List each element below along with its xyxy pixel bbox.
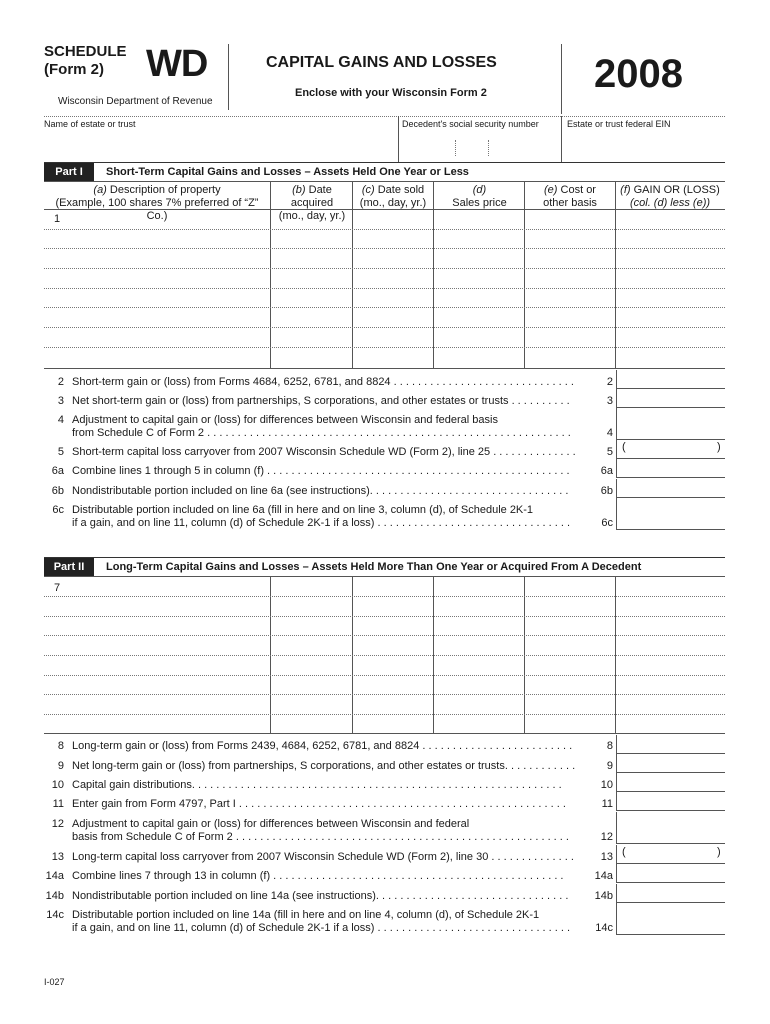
line-9-label: Net long-term gain or (loss) from partnerships, S corporations, and other estates or trusts. . . . . . . . . . . . [72, 760, 576, 772]
p1-row-rule [44, 268, 725, 269]
line-6a-number: 6a [51, 465, 64, 477]
line-14c-label: Distributable portion included on line 14a (fill in here and on line 4, column (d), of Schedule 2K-1 [72, 909, 540, 921]
p2-row-rule [44, 596, 725, 597]
p1-col-e-line [524, 181, 525, 368]
line-7-number: 7 [54, 582, 61, 594]
p1-row-rule [44, 288, 725, 289]
line-14a-number: 14a [45, 870, 64, 882]
col-a-header: (a) Description of property (Example, 100 shares 7% preferred of “Z” Co.) [55, 184, 259, 222]
p1-row-rule [44, 229, 725, 230]
p1-row-rule [44, 307, 725, 308]
p1-grid-bottom [44, 368, 725, 369]
ssn-input[interactable] [400, 132, 558, 160]
p1-row-rule [44, 347, 725, 348]
line-3-input[interactable] [616, 389, 725, 408]
line-12-label: Adjustment to capital gain or (loss) for differences between Wisconsin and federal [72, 818, 470, 830]
line-11-label: Enter gain from Form 4797, Part I . . . . . . . . . . . . . . . . . . . . . . . . . . . . . . . . . . . . . . . . . . . . . . . . . . . . . . [72, 798, 566, 810]
line-2-number: 2 [57, 376, 64, 388]
line-10-label: Capital gain distributions. . . . . . . . . . . . . . . . . . . . . . . . . . . . . . . . . . . . . . . . . . . . . . . . . . . . . . . . . . . . . [72, 779, 562, 791]
line-14b-label: Nondistributable portion included on line 14a (see instructions). . . . . . . . . . . . . . . . . . . . . . . . . . . . . . . . [72, 890, 569, 902]
line-6a-input[interactable] [616, 459, 725, 478]
ssn-divider [398, 116, 399, 162]
line-6c-label: Distributable portion included on line 6a (fill in here and on line 3, column (d), of Schedule 2K-1 [72, 504, 534, 516]
line-8-number: 8 [57, 740, 64, 752]
col-d-header: (d) Sales price [452, 184, 507, 209]
ssn-separator-2 [488, 140, 489, 156]
part2-title: Long-Term Capital Gains and Losses – Assets Held More Than One Year or Acquired From A Decedent [106, 561, 642, 573]
line-14a-input[interactable] [616, 864, 725, 883]
line-10-input[interactable] [616, 773, 725, 792]
p2-grid-bottom [44, 733, 725, 734]
line-11-ref: 11 [601, 798, 613, 810]
line-2-input[interactable] [616, 370, 725, 389]
part1-title-rule [44, 181, 725, 182]
form-label: (Form 2) [44, 61, 104, 78]
line-6b-label: Nondistributable portion included on line 6a (see instructions). . . . . . . . . . . . . . . . . . . . . . . . . . . . . . . . . [72, 485, 569, 497]
line-3-ref: 3 [606, 395, 613, 407]
p2-row-rule [44, 635, 725, 636]
line-3-label: Net short-term gain or (loss) from partnerships, S corporations, and other estates or trusts . . . . . . . . . . [72, 395, 570, 407]
header-divider-right [561, 44, 562, 114]
line-5-paren-close: ) [717, 441, 721, 453]
col-c-header: (c) Date sold (mo., day, yr.) [359, 184, 427, 209]
line-11-input[interactable] [616, 792, 725, 811]
line-13-paren-close: ) [717, 846, 721, 858]
p1-col-c-line [352, 181, 353, 368]
line-5-paren-open: ( [622, 441, 626, 453]
p2-row-rule [44, 616, 725, 617]
line-4-ref: 4 [606, 427, 613, 439]
line-6c-input[interactable] [616, 498, 725, 530]
line-6c-number: 6c [52, 504, 64, 516]
tax-year: 2008 [594, 52, 683, 96]
part2-title-rule [44, 576, 725, 577]
ssn-separator-1 [455, 140, 456, 156]
line-4-label-cont: from Schedule C of Form 2 . . . . . . . . . . . . . . . . . . . . . . . . . . . . . . . . . . . . . . . . . . . . . . . . . . . . . . . . . . . . [72, 427, 571, 439]
line-12-input[interactable] [616, 812, 725, 844]
line-5-ref: 5 [606, 446, 613, 458]
p1-col-d-line [433, 181, 434, 368]
part1-top-rule [44, 162, 725, 163]
line-13-paren-open: ( [622, 846, 626, 858]
part2-top-rule [44, 557, 725, 558]
part2-label: Part II [44, 558, 94, 576]
line-4-label: Adjustment to capital gain or (loss) for differences between Wisconsin and federal basis [72, 414, 498, 426]
line-6c-ref: 6c [601, 517, 613, 529]
line-2-label: Short-term gain or (loss) from Forms 4684, 6252, 6781, and 8824 . . . . . . . . . . . . . . . . . . . . . . . . . . . . . . [72, 376, 574, 388]
line-6c-label-cont: if a gain, and on line 11, column (d) of Schedule 2K-1 if a loss) . . . . . . . . . . . . . . . . . . . . . . . . . . . . . . . . [72, 517, 571, 529]
line-13-number: 13 [51, 851, 64, 863]
form-title: CAPITAL GAINS AND LOSSES [266, 54, 497, 71]
header-bottom-rule [44, 116, 725, 117]
part1-title: Short-Term Capital Gains and Losses – Assets Held One Year or Less [106, 166, 469, 178]
line-14a-ref: 14a [594, 870, 613, 882]
line-9-ref: 9 [606, 760, 613, 772]
line-6b-ref: 6b [600, 485, 613, 497]
department-name: Wisconsin Department of Revenue [58, 96, 213, 107]
line-14c-input[interactable] [616, 903, 725, 935]
line-12-number: 12 [51, 818, 64, 830]
line-13-label: Long-term capital loss carryover from 2007 Wisconsin Schedule WD (Form 2), line 30 . . . . . . . . . . . . . . [72, 851, 574, 863]
line-14b-input[interactable] [616, 884, 725, 903]
ssn-label: Decedent's social security number [402, 119, 539, 129]
line-6a-label: Combine lines 1 through 5 in column (f) . . . . . . . . . . . . . . . . . . . . . . . . . . . . . . . . . . . . . . . . . . . . . . . . . . [72, 465, 570, 477]
p2-row-rule [44, 655, 725, 656]
line-12-label-cont: basis from Schedule C of Form 2 . . . . . . . . . . . . . . . . . . . . . . . . . . . . . . . . . . . . . . . . . . . . . . . . . . . . . . . [72, 831, 569, 843]
p1-col-f-line [615, 181, 616, 368]
ein-divider [561, 116, 562, 162]
col-e-header: (e) Cost or other basis [543, 184, 597, 209]
enclose-note: Enclose with your Wisconsin Form 2 [295, 87, 487, 99]
line-5-input[interactable] [616, 440, 725, 459]
p1-row-rule [44, 248, 725, 249]
part1-col-header-rule [44, 209, 725, 210]
line-4-number: 4 [57, 414, 64, 426]
line-10-number: 10 [51, 779, 64, 791]
form-code: I-027 [44, 977, 65, 987]
line-1-number: 1 [54, 213, 61, 225]
line-9-input[interactable] [616, 754, 725, 773]
line-4-input[interactable] [616, 408, 725, 440]
col-f-header: (f) GAIN OR (LOSS) (col. (d) less (e)) [620, 184, 720, 209]
line-13-ref: 13 [600, 851, 613, 863]
line-5-number: 5 [57, 446, 64, 458]
line-6b-number: 6b [51, 485, 64, 497]
line-13-input[interactable] [616, 845, 725, 864]
line-8-input[interactable] [616, 735, 725, 754]
line-8-label: Long-term gain or (loss) from Forms 2439, 4684, 6252, 6781, and 8824 . . . . . . . . . . . . . . . . . . . . . . . . . [72, 740, 573, 752]
line-11-number: 11 [52, 798, 64, 810]
p1-col-b-line [270, 181, 271, 368]
line-14a-label: Combine lines 7 through 13 in column (f) . . . . . . . . . . . . . . . . . . . . . . . . . . . . . . . . . . . . . . . . . . . . . . . . [72, 870, 564, 882]
line-8-ref: 8 [606, 740, 613, 752]
line-14c-number: 14c [46, 909, 64, 921]
col-b-header: (b) Date acquired (mo., day, yr.) [278, 184, 346, 222]
line-2-ref: 2 [606, 376, 613, 388]
estate-name-label: Name of estate or trust [44, 119, 136, 129]
line-6b-input[interactable] [616, 479, 725, 498]
header-divider-left [228, 44, 229, 110]
ein-label: Estate or trust federal EIN [567, 119, 671, 129]
line-5-label: Short-term capital loss carryover from 2007 Wisconsin Schedule WD (Form 2), line 25 . . . . . . . . . . . . . . [72, 446, 576, 458]
p1-row-rule [44, 327, 725, 328]
schedule-label: SCHEDULE [44, 43, 127, 60]
p2-row-rule [44, 714, 725, 715]
p2-row-rule [44, 694, 725, 695]
line-14b-number: 14b [45, 890, 64, 902]
ein-input[interactable] [563, 132, 723, 160]
p2-row-rule [44, 675, 725, 676]
line-9-number: 9 [57, 760, 64, 772]
part1-label: Part I [44, 163, 94, 181]
line-6a-ref: 6a [600, 465, 613, 477]
line-14c-label-cont: if a gain, and on line 11, column (d) of Schedule 2K-1 if a loss) . . . . . . . . . . . . . . . . . . . . . . . . . . . . . . . . [72, 922, 571, 934]
line-3-number: 3 [57, 395, 64, 407]
estate-name-input[interactable] [44, 132, 394, 160]
line-14c-ref: 14c [595, 922, 613, 934]
line-10-ref: 10 [600, 779, 613, 791]
line-12-ref: 12 [600, 831, 613, 843]
line-14b-ref: 14b [594, 890, 613, 902]
wd-letters: WD [146, 43, 208, 85]
